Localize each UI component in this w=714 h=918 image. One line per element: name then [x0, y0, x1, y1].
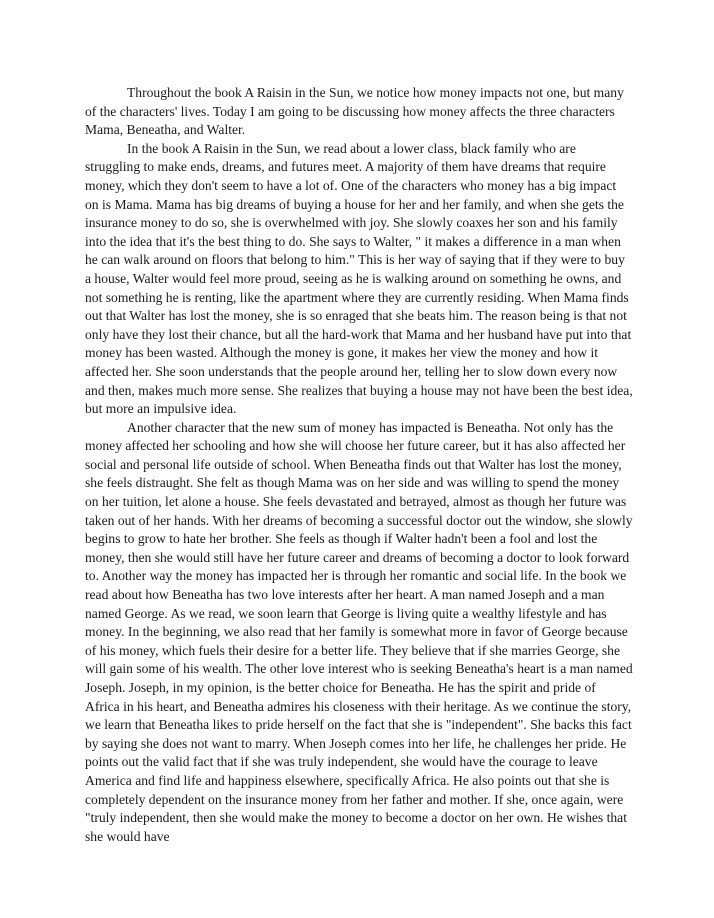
paragraph-beneatha: Another character that the new sum of money has impacted is Beneatha. Not only has the money affected her schooling and how she will choose her future career, but it has also affected her social and personal life outside of school. When Beneatha finds out that Walter has lost the money, she feels distraught. She felt as though Mama was on her side and was willing to spend the money on her tuition, let alone a house. She feels devastated and betrayed, almost as though her future was taken out of her hands. With her dreams of becoming a successful doctor out the window, she slowly begins to grow to hate her brother. She feels as though if Walter hadn't been a fool and lost the money, then she would still have her future career and dreams of becoming a doctor to look forward to. Another way the money has impacted her is through her romantic and social life. In the book we read about how Beneatha has two love interests after her heart. A man named Joseph and a man named George. As we read, we soon learn that George is living quite a wealthy lifestyle and has money. In the beginning, we also read that her family is somewhat more in favor of George because of his money, which fuels their desire for a better life. They believe that if she marries George, she will gain some of his wealth. The other love interest who is seeking Beneatha's heart is a man named Joseph. Joseph, in my opinion, is the better choice for Beneatha. He has the spirit and pride of Africa in his heart, and Beneatha admires his closeness with their heritage. As we continue the story, we learn that Beneatha likes to pride herself on the fact that she is "independent". She backs this fact by saying she does not want to marry. When Joseph comes into her life, he challenges her pride. He points out the valid fact that if she was truly independent, she would have the courage to leave America and find life and happiness elsewhere, specifically Africa. He also points out that she is completely dependent on the insurance money from her father and mother. If she, once again, were "truly independent, then she would make the money to become a doctor on her own. He wishes that she would have [85, 419, 633, 844]
paragraph-mama: In the book A Raisin in the Sun, we read about a lower class, black family who are struggling to make ends, dreams, and futures meet. A majority of them have dreams that require money, which they don't seem to have a lot of. One of the characters who money has a big impact on is Mama. Mama has big dreams of buying a house for her and her family, and when she gets the insurance money to do so, she is overwhelmed with joy. She slowly coaxes her son and his family into the idea that it's the best thing to do. She says to Walter, " it makes a difference in a man when he can walk around on floors that belong to him." This is her way of saying that if they were to buy a house, Walter would feel more proud, seeing as he is walking around on something he owns, and not something he is renting, like the apartment where they are currently residing. When Mama finds out that Walter has lost the money, she is so enraged that she beats him. The reason being is that not only have they lost their chance, but all the hard-work that Mama and her husband have put into that money has been wasted. Although the money is gone, it makes her view the money and how it affected her. She soon understands that the people around her, telling her to slow down every now and then, makes much more sense. She realizes that buying a house may not have been the best idea, but more an impulsive idea. [85, 140, 633, 417]
essay-body [85, 84, 633, 846]
paragraph-intro: Throughout the book A Raisin in the Sun, we notice how money impacts not one, but many of the characters' lives. Today I am going to be discussing how money affects the three characters Mama, Beneatha, and Walter. [85, 85, 624, 138]
